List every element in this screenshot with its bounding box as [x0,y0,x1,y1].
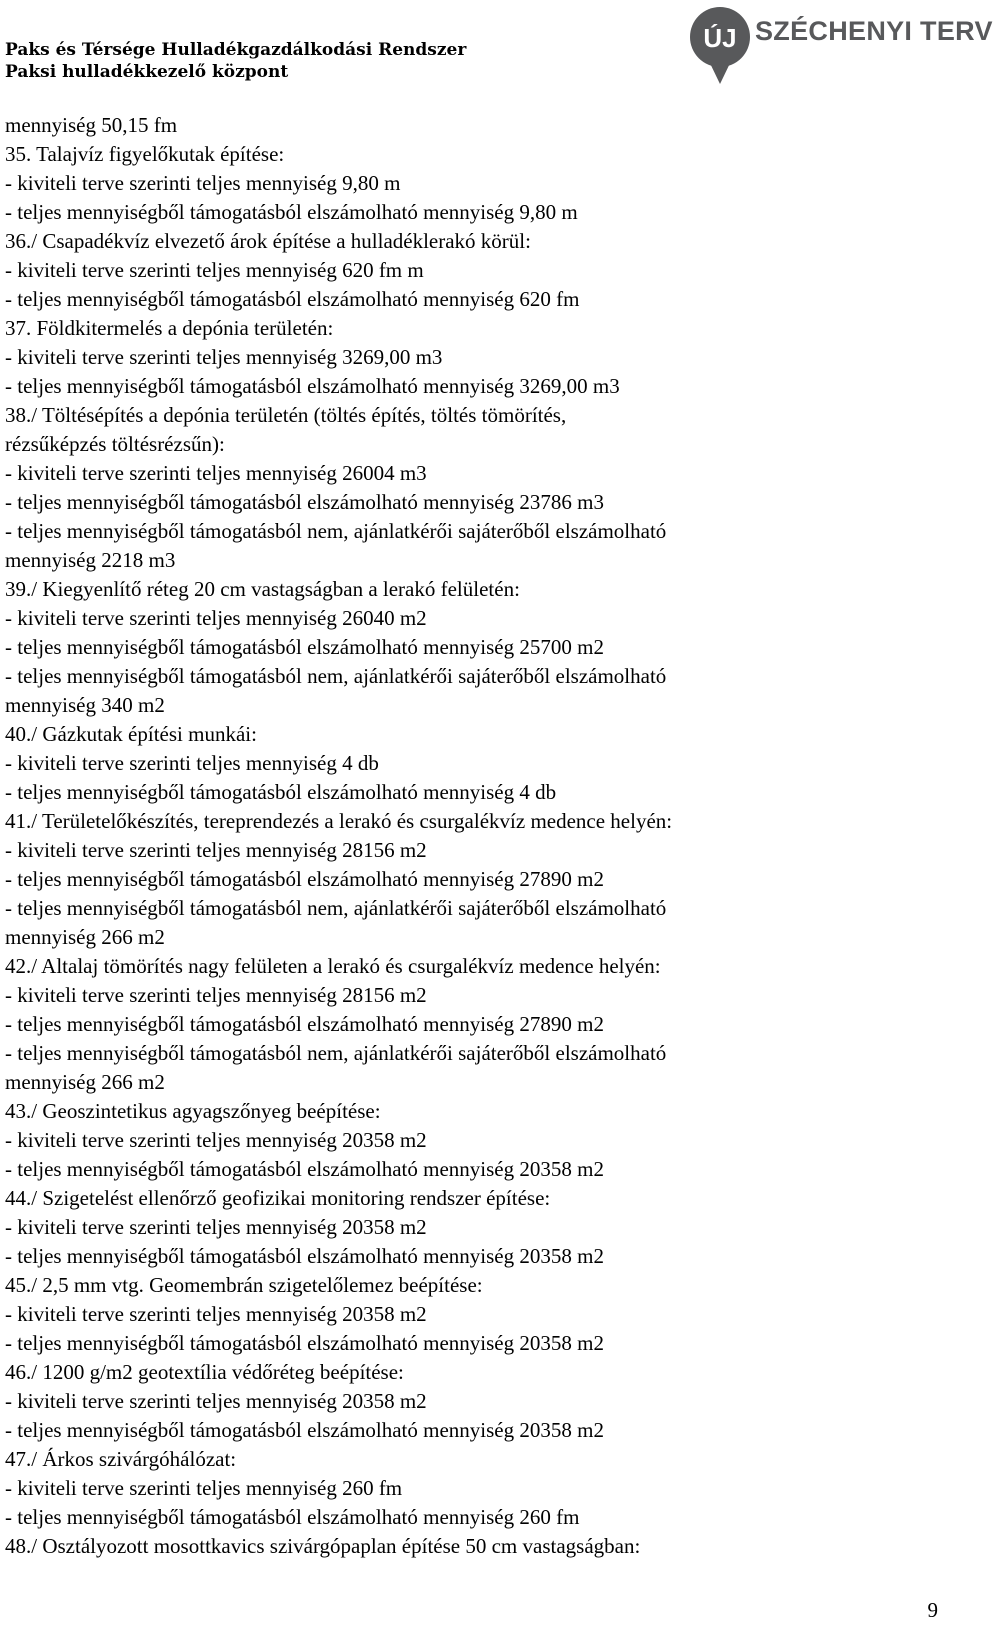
text-line: - kiviteli terve szerinti teljes mennyiség 9,80 m [5,171,401,195]
text-line: - kiviteli terve szerinti teljes mennyiség 20358 m2 [5,1302,427,1326]
text-line: - teljes mennyiségből támogatásból elszámolható mennyiség 27890 m2 [5,867,604,891]
text-line: 46./ 1200 g/m2 geotextília védőréteg beépítése: [5,1360,404,1384]
text-line: - teljes mennyiségből támogatásból elszámolható mennyiség 9,80 m [5,200,578,224]
page-number: 9 [927,1598,938,1622]
text-line: 40./ Gázkutak építési munkái: [5,722,257,746]
text-line: - teljes mennyiségből támogatásból elszámolható mennyiség 27890 m2 [5,1012,604,1036]
text-line: - teljes mennyiségből támogatásból nem, ajánlatkérői sajáterőből elszámolható [5,519,667,543]
organization-title: Paks és Térsége Hulladékgazdálkodási Rendszer [5,40,467,60]
page-header [0,0,993,100]
text-line: mennyiség 266 m2 [5,1070,165,1094]
text-line: - teljes mennyiségből támogatásból nem, ajánlatkérői sajáterőből elszámolható [5,1041,667,1065]
text-line: - kiviteli terve szerinti teljes mennyiség 4 db [5,751,379,775]
text-line: 44./ Szigetelést ellenőrző geofizikai monitoring rendszer építése: [5,1186,551,1210]
text-line: - kiviteli terve szerinti teljes mennyiség 260 fm [5,1476,403,1500]
text-line: rézsűképzés töltésrézsűn): [5,432,225,456]
text-line: - teljes mennyiségből támogatásból elszámolható mennyiség 20358 m2 [5,1418,604,1442]
text-line: - kiviteli terve szerinti teljes mennyiség 26040 m2 [5,606,427,630]
text-line: mennyiség 2218 m3 [5,548,176,572]
logo-badge-text: ÚJ [703,23,737,53]
text-line: 38./ Töltésépítés a depónia területén (töltés építés, töltés tömörítés, [5,403,567,427]
organization-subtitle: Paksi hulladékkezelő központ [5,62,289,82]
text-line: 45./ 2,5 mm vtg. Geomembrán szigetelőlemez beépítése: [5,1273,483,1297]
text-line: - teljes mennyiségből támogatásból elszámolható mennyiség 20358 m2 [5,1157,604,1181]
text-line: - teljes mennyiségből támogatásból elszámolható mennyiség 3269,00 m3 [5,374,620,398]
text-line: - kiviteli terve szerinti teljes mennyiség 20358 m2 [5,1389,427,1413]
logo-emblem-icon [690,7,750,84]
text-line: - kiviteli terve szerinti teljes mennyiség 28156 m2 [5,838,427,862]
text-line: - teljes mennyiségből támogatásból elszámolható mennyiség 23786 m3 [5,490,604,514]
text-line: 42./ Altalaj tömörítés nagy felületen a lerakó és csurgalékvíz medence helyén: [5,954,661,978]
text-line: 48./ Osztályozott mosottkavics szivárgópaplan építése 50 cm vastagságban: [5,1534,641,1558]
text-line: - kiviteli terve szerinti teljes mennyiség 28156 m2 [5,983,427,1007]
text-line: - teljes mennyiségből támogatásból elszámolható mennyiség 260 fm [5,1505,580,1529]
text-line: - teljes mennyiségből támogatásból elszámolható mennyiség 20358 m2 [5,1331,604,1355]
text-line: 43./ Geoszintetikus agyagszőnyeg beépítése: [5,1099,381,1123]
text-line: - teljes mennyiségből támogatásból elszámolható mennyiség 25700 m2 [5,635,604,659]
document-body [5,111,945,1561]
text-line: - teljes mennyiségből támogatásból nem, ajánlatkérői sajáterőből elszámolható [5,896,667,920]
text-line: 41./ Területelőkészítés, tereprendezés a lerakó és csurgalékvíz medence helyén: [5,809,673,833]
text-line: - kiviteli terve szerinti teljes mennyiség 20358 m2 [5,1215,427,1239]
text-line: mennyiség 266 m2 [5,925,165,949]
text-line: 36./ Csapadékvíz elvezető árok építése a hulladéklerakó körül: [5,229,531,253]
text-line: mennyiség 50,15 fm [5,113,178,137]
text-line: - teljes mennyiségből támogatásból elszámolható mennyiség 20358 m2 [5,1244,604,1268]
text-line: - kiviteli terve szerinti teljes mennyiség 3269,00 m3 [5,345,443,369]
text-line: mennyiség 340 m2 [5,693,165,717]
text-line: - kiviteli terve szerinti teljes mennyiség 26004 m3 [5,461,427,485]
text-line: 35. Talajvíz figyelőkutak építése: [5,142,285,166]
text-line: - teljes mennyiségből támogatásból nem, ajánlatkérői sajáterőből elszámolható [5,664,667,688]
text-line: - kiviteli terve szerinti teljes mennyiség 620 fm m [5,258,424,282]
text-line: 39./ Kiegyenlítő réteg 20 cm vastagságban a lerakó felületén: [5,577,520,601]
text-line: 47./ Árkos szivárgóhálózat: [5,1447,237,1471]
text-line: - teljes mennyiségből támogatásból elszámolható mennyiség 4 db [5,780,557,804]
text-line: 37. Földkitermelés a depónia területén: [5,316,334,340]
text-line: - kiviteli terve szerinti teljes mennyiség 20358 m2 [5,1128,427,1152]
logo-wordmark: SZÉCHENYI TERV [755,16,993,46]
text-line: - teljes mennyiségből támogatásból elszámolható mennyiség 620 fm [5,287,580,311]
